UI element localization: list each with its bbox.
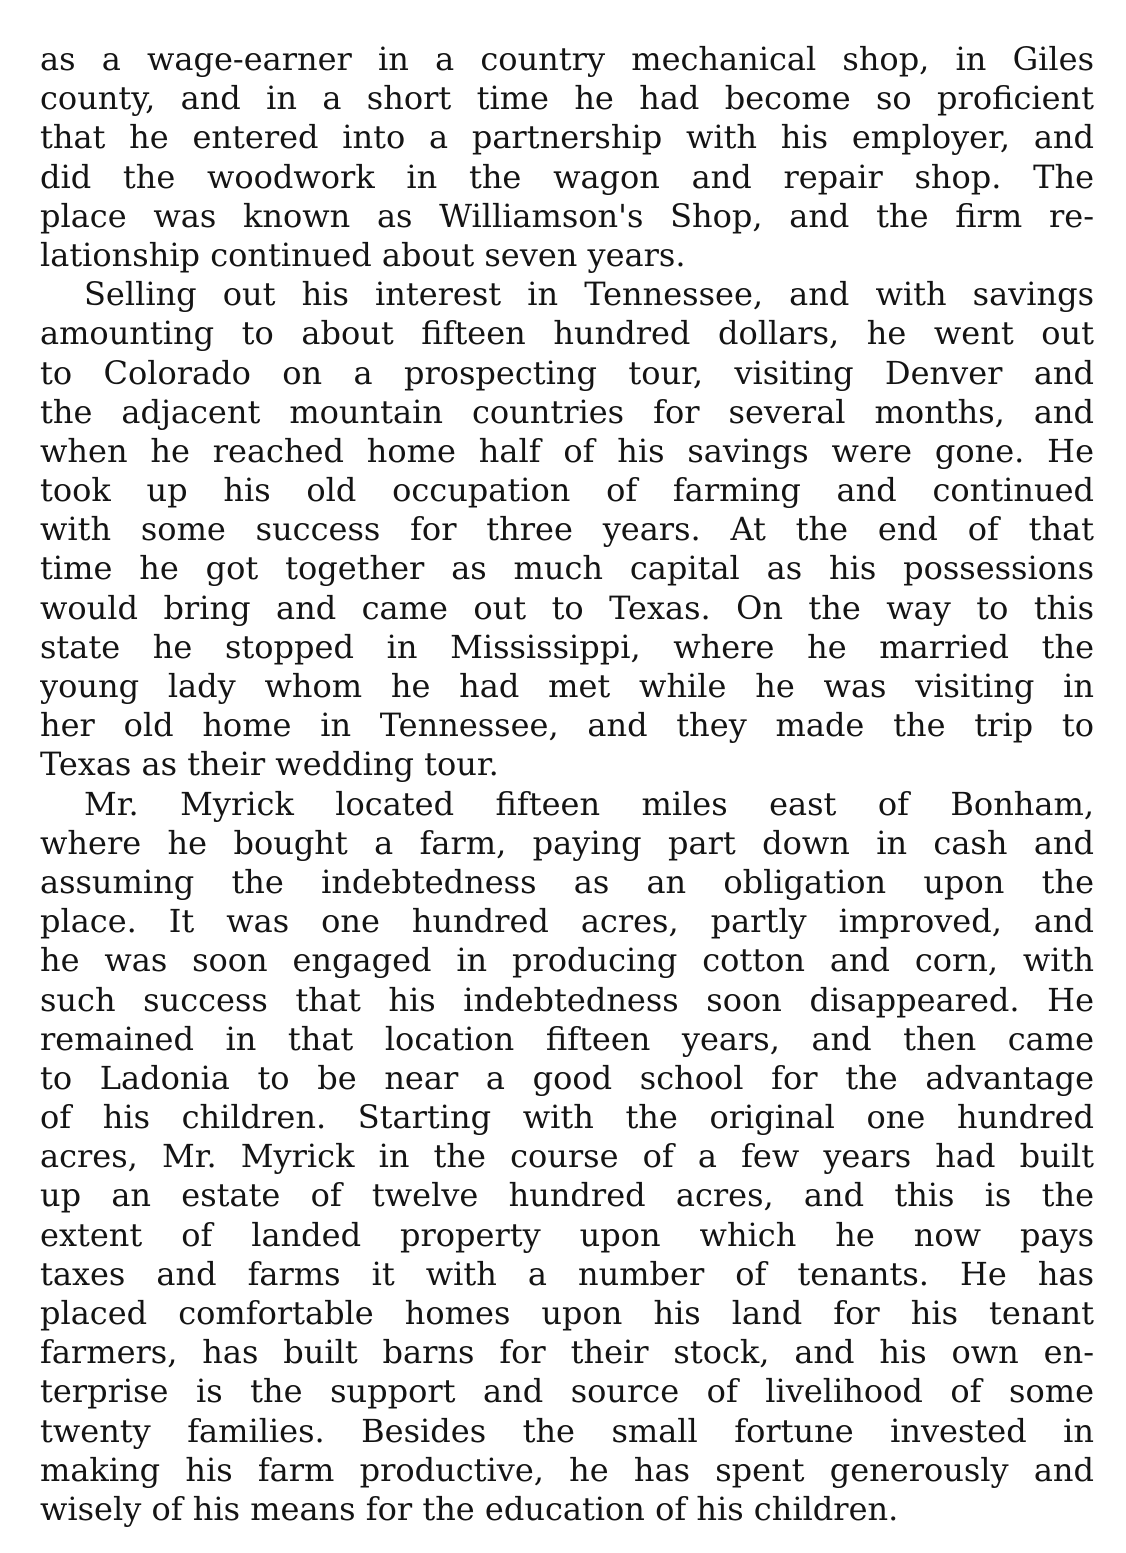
text-line: county, and in a short time he had become so proficient [40,79,1094,118]
text-line: her old home in Tennessee, and they made the trip to [40,706,1094,745]
text-line: twenty families. Besides the small fortune invested in [40,1411,1094,1450]
text-line: where he bought a farm, paying part down in cash and [40,823,1094,862]
text-line: making his farm productive, he has spent generously and [40,1450,1094,1489]
document-page [40,40,1094,1529]
paragraph-1 [40,40,1094,275]
text-line: amounting to about fifteen hundred dollars, he went out [40,314,1094,353]
text-line: to Colorado on a prospecting tour, visiting Denver and [40,353,1094,392]
text-line: did the woodwork in the wagon and repair shop. The [40,157,1094,196]
text-line: farmers, has built barns for their stock, and his own en- [40,1333,1094,1372]
text-line: such success that his indebtedness soon disappeared. He [40,980,1094,1019]
text-line: he was soon engaged in producing cotton and corn, with [40,941,1094,980]
text-line: wisely of his means for the education of his children. [40,1489,899,1528]
text-line: state he stopped in Mississippi, where he married the [40,627,1094,666]
cut-off-text-fragment [40,1535,1094,1553]
text-line: the adjacent mountain countries for several months, and [40,392,1094,431]
text-line: up an estate of twelve hundred acres, and this is the [40,1176,1094,1215]
text-line: would bring and came out to Texas. On the way to this [40,588,1094,627]
text-line: Mr. Myrick located fifteen miles east of Bonham, [84,784,1094,823]
paragraph-3 [40,785,1094,1530]
text-line: taxes and farms it with a number of tenants. He has [40,1254,1094,1293]
body-text [40,40,1094,1529]
text-line: time he got together as much capital as his possessions [40,549,1094,588]
text-line: when he reached home half of his savings were gone. He [40,431,1094,470]
text-line: of his children. Starting with the original one hundred [40,1098,1094,1137]
text-line: remained in that location fifteen years, and then came [40,1019,1094,1058]
text-line: acres, Mr. Myrick in the course of a few years had built [40,1137,1094,1176]
paragraph-2 [40,275,1094,784]
text-line: that he entered into a partnership with his employer, and [40,118,1094,157]
text-line: took up his old occupation of farming and continued [40,471,1094,510]
text-line: with some success for three years. At the end of that [40,510,1094,549]
text-line: Texas as their wedding tour. [40,745,499,784]
text-line: Selling out his interest in Tennessee, and with savings [84,275,1094,314]
text-line: as a wage-earner in a country mechanical shop, in Giles [40,40,1094,78]
text-line: terprise is the support and source of livelihood of some [40,1372,1094,1411]
text-line: extent of landed property upon which he now pays [40,1215,1094,1254]
text-line: lationship continued about seven years. [40,235,686,274]
text-line: to Ladonia to be near a good school for the advantage [40,1058,1094,1097]
cut-off-line [40,1535,1094,1552]
text-line: place was known as Williamson's Shop, and the firm re- [40,196,1094,235]
text-line: assuming the indebtedness as an obligation upon the [40,862,1094,901]
text-line: young lady whom he had met while he was visiting in [40,667,1094,705]
text-line: placed comfortable homes upon his land for his tenant [40,1294,1094,1332]
text-line: place. It was one hundred acres, partly improved, and [40,902,1094,941]
